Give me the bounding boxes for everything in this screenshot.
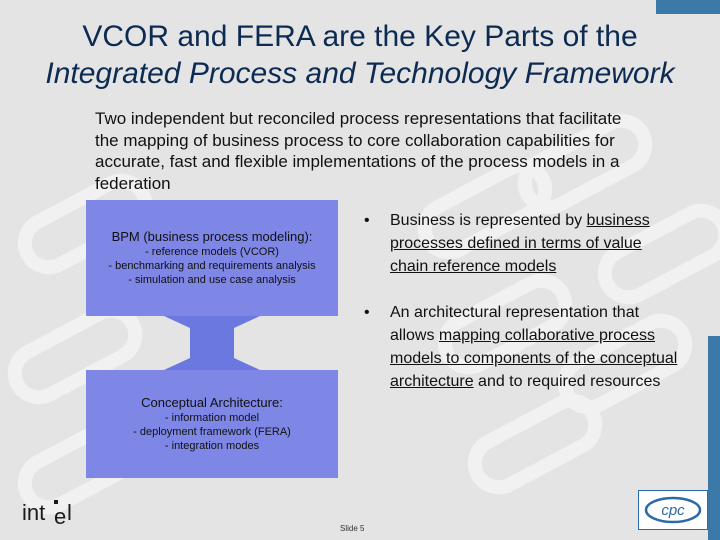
bullet-marker: • bbox=[364, 304, 370, 321]
bpm-box bbox=[86, 200, 338, 316]
bullet-text: Business is represented by bbox=[390, 212, 587, 229]
title-line-2: Integrated Process and Technology Framework bbox=[45, 57, 675, 90]
svg-text:e: e bbox=[54, 504, 67, 529]
bullet-underlined-text: business processes defined in terms of value chain reference models bbox=[390, 212, 650, 275]
corner-accent-bar bbox=[656, 0, 720, 14]
bullet-underlined-text: mapping collaborative process models to components of the conceptual architecture bbox=[390, 327, 678, 390]
side-accent-bar bbox=[708, 336, 720, 540]
bullet-text: An architectural representation that allows bbox=[390, 304, 640, 344]
svg-text:cpc: cpc bbox=[661, 502, 685, 519]
title-line-1: VCOR and FERA are the Key Parts of the bbox=[82, 20, 638, 53]
cpc-logo bbox=[638, 490, 708, 530]
bullet-list bbox=[360, 209, 680, 393]
bpm-item: - reference models (VCOR) bbox=[145, 246, 279, 258]
intro-text: Two independent but reconciled process representations that facilitate the mapping of business process to core collaboration capabilities for accurate, fast and flexible implementations of the process models in a federation bbox=[95, 109, 622, 193]
bpm-item: - simulation and use case analysis bbox=[128, 274, 296, 286]
slide-number: Slide 5 bbox=[340, 524, 365, 533]
bpm-item: - benchmarking and requirements analysis bbox=[108, 260, 316, 272]
bullet-item bbox=[360, 209, 680, 278]
slide-title bbox=[0, 18, 720, 92]
bullet-item bbox=[360, 301, 680, 393]
double-arrow-connector bbox=[164, 316, 260, 370]
bullet-marker: • bbox=[364, 212, 370, 229]
architecture-item: - information model bbox=[164, 412, 260, 424]
svg-text:l: l bbox=[67, 500, 72, 525]
architecture-item: - integration modes bbox=[164, 440, 260, 452]
svg-text:int: int bbox=[22, 500, 46, 525]
architecture-item: - deployment framework (FERA) bbox=[133, 426, 291, 438]
intel-logo bbox=[20, 494, 80, 530]
bullet-text: and to required resources bbox=[473, 373, 661, 390]
architecture-heading: Conceptual Architecture: bbox=[141, 395, 283, 410]
architecture-box bbox=[86, 370, 338, 478]
bpm-heading: BPM (business process modeling): bbox=[111, 229, 313, 244]
